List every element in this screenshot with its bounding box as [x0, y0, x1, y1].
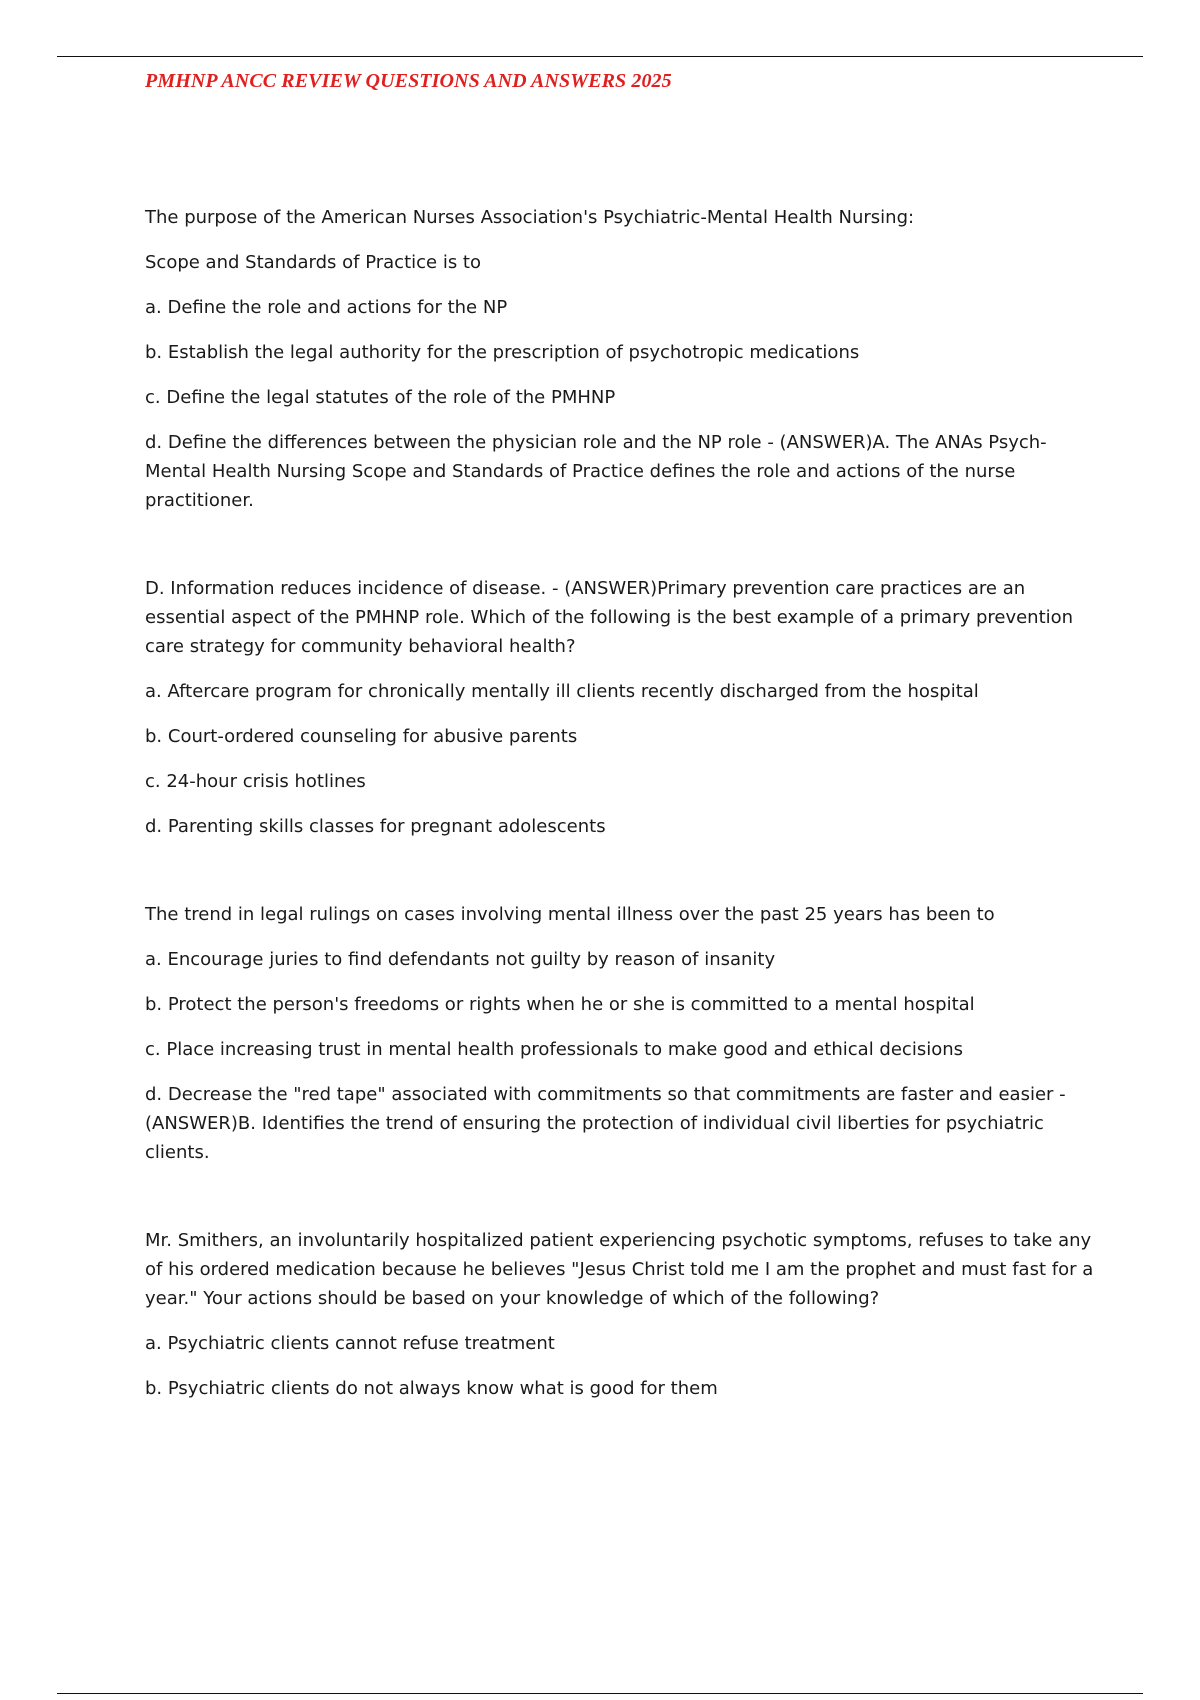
- bottom-rule: [57, 1693, 1143, 1694]
- question-stem: D. Information reduces incidence of disease. - (ANSWER)Primary prevention care practices are an essential aspect of the PMHNP role. Which of the following is the best example of a primary prevention care strategy for community behavioral health?: [145, 578, 1074, 657]
- question-block: [145, 574, 1105, 841]
- answer-option: b. Establish the legal authority for the prescription of psychotropic medications: [145, 342, 860, 363]
- answer-option: c. Place increasing trust in mental health professionals to make good and ethical decisions: [145, 1039, 963, 1060]
- top-rule: [57, 56, 1143, 57]
- answer-option: a. Define the role and actions for the NP: [145, 297, 508, 318]
- answer-option: d. Parenting skills classes for pregnant adolescents: [145, 816, 606, 837]
- answer-option-with-answer: d. Define the differences between the physician role and the NP role - (ANSWER)A. The ANAs Psych-Mental Health Nursing Scope and Standards of Practice defines the role and actions of the nurse practitioner.: [145, 432, 1047, 511]
- answer-option: b. Psychiatric clients do not always know what is good for them: [145, 1378, 718, 1399]
- document-title: PMHNP ANCC REVIEW QUESTIONS AND ANSWERS 2025: [145, 70, 672, 92]
- question-stem-continued: Scope and Standards of Practice is to: [145, 252, 481, 273]
- document-body: [145, 203, 1105, 1403]
- answer-option: a. Encourage juries to find defendants not guilty by reason of insanity: [145, 949, 776, 970]
- answer-option: a. Psychiatric clients cannot refuse treatment: [145, 1333, 555, 1354]
- answer-option: b. Court-ordered counseling for abusive parents: [145, 726, 578, 747]
- question-block: [145, 900, 1105, 1167]
- question-stem: The trend in legal rulings on cases involving mental illness over the past 25 years has been to: [145, 904, 995, 925]
- answer-option-with-answer: d. Decrease the "red tape" associated with commitments so that commitments are faster and easier - (ANSWER)B. Identifies the trend of ensuring the protection of individual civil liberties for psychiatric clients.: [145, 1084, 1066, 1163]
- answer-option: c. Define the legal statutes of the role of the PMHNP: [145, 387, 616, 408]
- question-stem: Mr. Smithers, an involuntarily hospitalized patient experiencing psychotic symptoms, refuses to take any of his ordered medication because he believes "Jesus Christ told me I am the prophet and must fast for a year." Your actions should be based on your knowledge of which of the following?: [145, 1230, 1094, 1309]
- answer-option: b. Protect the person's freedoms or rights when he or she is committed to a mental hospital: [145, 994, 975, 1015]
- question-stem: The purpose of the American Nurses Association's Psychiatric-Mental Health Nursing:: [145, 207, 915, 228]
- answer-option: a. Aftercare program for chronically mentally ill clients recently discharged from the hospital: [145, 681, 979, 702]
- question-block: [145, 1226, 1105, 1403]
- question-block: [145, 203, 1105, 515]
- answer-option: c. 24-hour crisis hotlines: [145, 771, 366, 792]
